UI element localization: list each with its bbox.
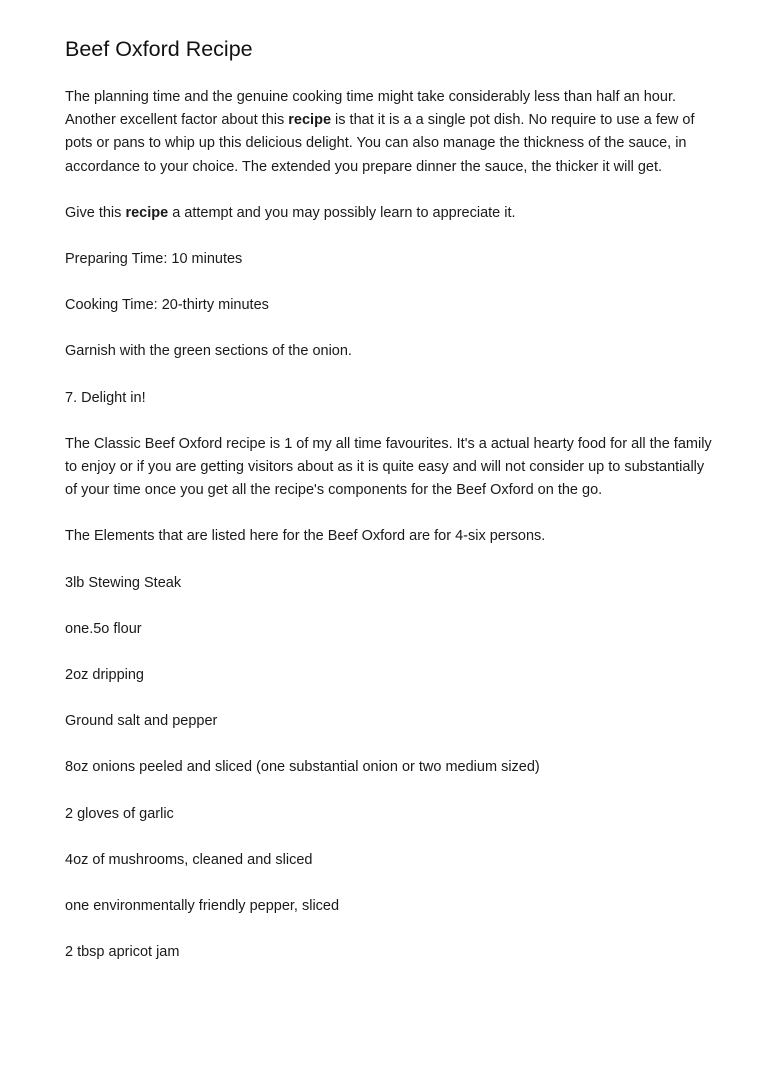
garnish-paragraph: Garnish with the green sections of the onion. <box>65 343 352 360</box>
intro-text-end: is that it is a a single pot dish. No require to use a few of pots or pans to whip up this delicious delight. You can also manage the thickness of the sauce, in accordance to your choice. The extended you prepare dinner the sauce, the thicker it will get. <box>65 112 695 175</box>
ingredient-item: Ground salt and pepper <box>65 713 218 730</box>
ingredient-item: 2 tbsp apricot jam <box>65 944 180 961</box>
ingredient-item: 3lb Stewing Steak <box>65 574 182 591</box>
ingredient-item: one environmentally friendly pepper, sliced <box>65 898 340 915</box>
document-page <box>65 34 715 987</box>
give-text-end: a attempt and you may possibly learn to appreciate it. <box>168 204 516 221</box>
document-title: Beef Oxford Recipe <box>65 37 253 61</box>
ingredient-item: 8oz onions peeled and sliced (one substantial onion or two medium sized) <box>65 759 540 776</box>
classic-paragraph: The Classic Beef Oxford recipe is 1 of my all time favourites. It's a actual hearty food for all the family to enjoy or if you are getting visitors about as it is quite easy and will not consider up to substantially of your time once you get all the recipe's components for the Beef Oxford on the go. <box>65 435 712 499</box>
give-bold-recipe: recipe <box>125 204 169 221</box>
elements-paragraph: The Elements that are listed here for the Beef Oxford are for 4-six persons. <box>65 528 546 545</box>
ingredient-item: 2oz dripping <box>65 667 144 684</box>
cooking-time: Cooking Time: 20-thirty minutes <box>65 297 269 314</box>
give-text-start: Give this <box>65 204 126 221</box>
intro-text-start: The planning time and the genuine cooking time might take considerably less than half an hour. Another excellent factor about this <box>65 89 676 129</box>
ingredient-item: 4oz of mushrooms, cleaned and sliced <box>65 851 313 868</box>
give-paragraph <box>65 202 715 225</box>
intro-paragraph <box>65 86 715 179</box>
ingredient-item: one.5o flour <box>65 620 142 637</box>
step-7: 7. Delight in! <box>65 389 146 406</box>
ingredient-item: 2 gloves of garlic <box>65 805 174 822</box>
intro-bold-recipe: recipe <box>288 112 332 129</box>
preparing-time: Preparing Time: 10 minutes <box>65 251 243 268</box>
